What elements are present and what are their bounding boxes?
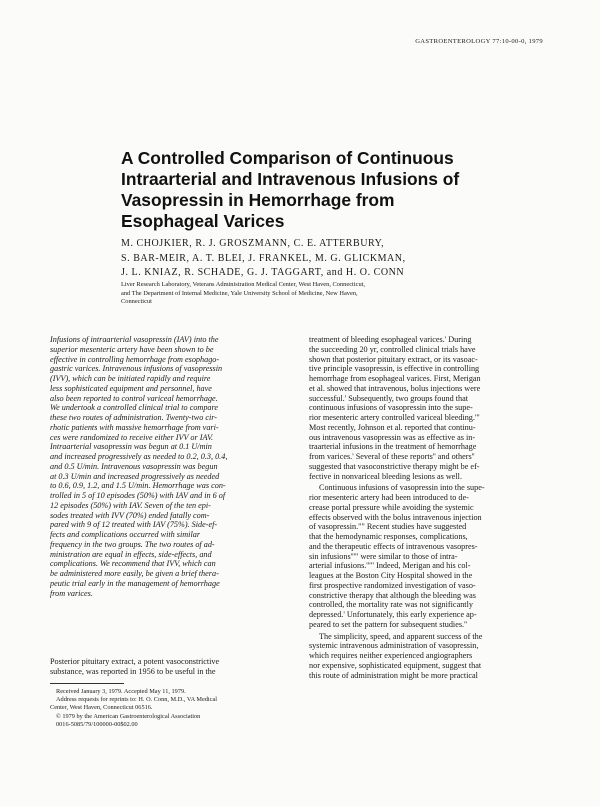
abstract-line: ces were randomized to receive either IVV or IAV. [50, 432, 214, 442]
body-line: et al. showed that intravenous, bolus injections were [309, 383, 481, 393]
body-line: crease portal pressure while avoiding the systemic [309, 502, 474, 512]
abstract-line: 12 episodes (50%) with IAV. Seven of the ten epi- [50, 500, 211, 510]
affiliation-line: and The Department of Internal Medicine, Yale University School of Medicine, New Haven, [121, 289, 358, 297]
abstract-line: superior mesenteric artery have been shown to be [50, 344, 214, 354]
abstract-line: We undertook a controlled clinical trial to compare [50, 403, 219, 413]
body-line: and the therapeutic effects of intravenous vasopres- [309, 541, 478, 551]
intro-paragraph [50, 657, 291, 677]
abstract-line: fects and complications occurred with similar [50, 530, 201, 539]
body-line: sin infusions'''" were similar to those of intra- [309, 551, 458, 561]
author-line: M. CHOJKIER, R. J. GROSZMANN, C. E. ATTERBURY, [121, 238, 385, 249]
body-line: nor expensive, sophisticated equipment, suggest that [309, 660, 482, 670]
body-line: peared to set the pattern for subsequent studies.'' [309, 619, 468, 629]
body-line: rior mesenteric artery controlled variceal bleeding.'" [309, 413, 480, 422]
title-line: Intraarterial and Intravenous Infusions of [121, 169, 460, 189]
body-line: which requires neither experienced angiographers [309, 651, 473, 660]
body-line: this route of administration might be more practical [309, 670, 478, 680]
abstract-line: gastric varices. Intravenous infusions of vasopressin [50, 364, 223, 374]
abstract-line: trolled in 5 of 10 episodes (50%) with IAV and in 6 of [50, 491, 226, 500]
body-line: that the hemodynamic responses, complications, [309, 532, 468, 541]
author-line: J. L. KNIAZ, R. SCHADE, G. J. TAGGART, and H. O. CONN [121, 267, 405, 278]
abstract-line: and 0.5 U/min. Intravenous vasopressin was begun [50, 461, 218, 471]
author-line: S. BAR-MEIR, A. T. BLEI, J. FRANKEL, M. G. GLICKMAN, [121, 252, 406, 264]
body-line: leagues at the Boston City Hospital showed in the [309, 571, 473, 580]
abstract-line: complications. We recommend that IVV, which can [50, 559, 216, 569]
body-line: depressed.' Unfortunately, this early experience ap- [309, 610, 477, 619]
abstract-line: peutic trial early in the management of hemorrhage [50, 578, 220, 588]
body-line: constrictive therapy that although the bleeding was [309, 590, 476, 600]
body-line: traarterial infusions in the treatment of hemorrhage [309, 442, 477, 452]
body-line: the succeeding 20 yr, controlled clinical trials have [309, 344, 476, 354]
abstract-line: also been reported to control variceal hemorrhage. [50, 393, 218, 403]
body-line: from varices.' Several of these reports'' and others'' [309, 452, 475, 461]
abstract-line: Intraarterial vasopressin was begun at 0.1 U/min [50, 442, 212, 452]
abstract-line: to 0.6, 0.9, 1.2, and 1.5 U/min. Hemorrhage was con- [50, 481, 226, 491]
abstract-line: (IVV), which can be initiated rapidly and require [50, 374, 211, 383]
body-line: effects observed with the bolus intravenous injection [309, 512, 482, 522]
abstract-line: be administered more easily, be given a brief thera- [50, 569, 219, 578]
abstract-line: at 0.3 U/min and increased progressively as needed [50, 471, 220, 481]
body-line: ous intravenous vasopressin was as effective as in- [309, 432, 476, 442]
abstract-line: Infusions of intraarterial vasopressin (IAV) into the [50, 335, 219, 344]
footnote-line: Center, West Haven, Connecticut 06516. [50, 704, 153, 712]
intro-line: substance, was reported in 1956 to be useful in the [50, 666, 216, 676]
running-head: GASTROENTEROLOGY 77:10-00-0, 1979 [415, 38, 543, 45]
body-line: systemic intravenous administration of vasopressin, [309, 641, 479, 651]
body-line: continuous infusions of vasopressin into the supe- [309, 403, 473, 413]
abstract-line: less sophisticated equipment and personnel, have [50, 383, 212, 393]
body-line: first prospective randomized investigation of vaso- [309, 580, 476, 590]
body-line: fective in nonvariceal bleeding lesions as well. [309, 471, 463, 481]
body-line: controlled, the mortality rate was not significantly [309, 600, 473, 610]
footnote-rule [50, 683, 124, 684]
title-line: Esophageal Varices [121, 211, 285, 231]
footnote-line: © 1979 by the American Gastroenterological Association [56, 712, 201, 720]
author-list [121, 237, 521, 281]
right-column-text [309, 335, 552, 680]
body-line: shown that posterior pituitary extract, or its vasoac- [309, 354, 478, 364]
body-line: Continuous infusions of vasopressin into the supe- [319, 483, 485, 493]
abstract-line: effective in controlling hemorrhage from esophago- [50, 354, 220, 364]
body-line: suggested that vasoconstrictive therapy might be ef- [309, 461, 480, 471]
footnotes [50, 688, 291, 729]
abstract-line: frequency in the two groups. The two routes of ad- [50, 539, 215, 549]
abstract-line: from varices. [50, 588, 93, 598]
title-line: A Controlled Comparison of Continuous [121, 148, 454, 168]
body-line: tive principle vasopressin, is effective in controlling [309, 364, 480, 374]
abstract-line: sodes treated with IVV (70%) ended fatally com- [50, 510, 210, 520]
abstract-line: these two routes of administration. Twenty-two cir- [50, 413, 217, 422]
affiliation-line: Connecticut [121, 298, 152, 306]
title-line: Vasopressin in Hemorrhage from [121, 190, 395, 210]
intro-line: Posterior pituitary extract, a potent vasoconstrictive [50, 657, 220, 666]
article-title [121, 148, 501, 232]
body-line: treatment of bleeding esophageal varices.' During [309, 335, 472, 344]
abstract-line: pared with 9 of 12 treated with IAV (75%). Side-ef- [50, 520, 218, 530]
body-line: arterial infusions.'''" Indeed, Merigan and his col- [309, 561, 471, 571]
abstract [50, 335, 291, 598]
body-line: of vasopressin."" Recent studies have suggested [309, 522, 467, 532]
body-line: successful.' Subsequently, two groups found that [309, 393, 468, 403]
abstract-line: ministration are equal in effects, side-effects, and [50, 549, 212, 559]
abstract-line: and increased progressively as needed to 0.2, 0.3, 0.4, [50, 452, 228, 461]
affiliation [121, 281, 526, 307]
footnote-line: 0016-5085/79/100000-00$02.00 [56, 720, 138, 728]
footnote-line: Received January 3, 1979. Accepted May 11, 1979. [56, 688, 186, 695]
body-line: Most recently, Johnson et al. reported that continu- [309, 422, 476, 432]
affiliation-line: Liver Research Laboratory, Veterans Administration Medical Center, West Haven, Connecticut, [121, 281, 366, 288]
body-line: hemorrhage from esophageal varices. First, Merigan [309, 374, 481, 383]
abstract-line: rhotic patients with massive hemorrhage from vari- [50, 422, 219, 432]
footnote-line: Address requests for reprints to: H. O. Conn, M.D., VA Medical [56, 696, 218, 704]
body-line: The simplicity, speed, and apparent success of the [319, 631, 483, 641]
body-line: rior mesenteric artery had been introduced to de- [309, 493, 469, 502]
